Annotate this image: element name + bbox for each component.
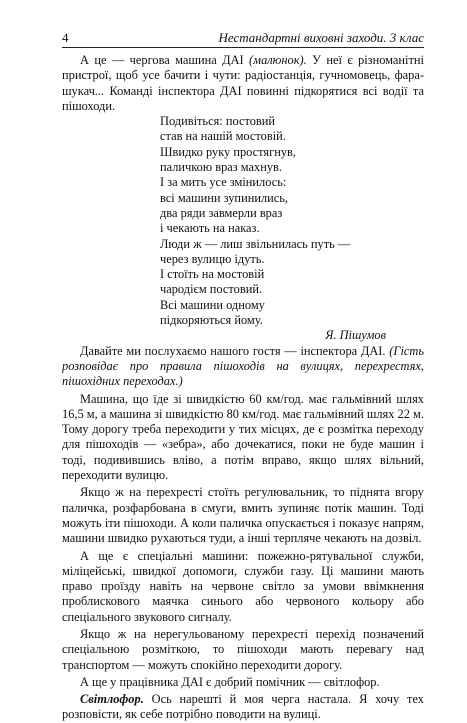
poem: [160, 114, 424, 328]
paragraph-braking: Машина, що їде зі швидкістю 60 км/год. має гальмівний шлях 16,5 м, а машина зі швидкістю 80 км/год. має гальмівний шлях 22 м. Тому дорогу треба переходити у тих місцях, де є розмітка переходу для пішоходів — «зебра», або дочекатися, поки не буде машин і тоді, подивившись вліво, а потім вправо, якщо шлях вільний, переходити вулицю.: [62, 391, 424, 483]
poem-line: два ряди завмерли враз: [160, 205, 283, 220]
page-body: [62, 53, 424, 723]
guest-note: (Гість розповідає про правила пішоходів на вулицях, перехрестях, пішохідних переходах.): [62, 343, 424, 389]
paragraph-special-vehicles: А ще є спеціальні машини: пожежно-рятувальної служби, міліцейські, швидкої допомоги, служби газу. Ці машини мають право проїзду навіть на червоне світло за умови ввімкнення проблискового маячка синього або червоного кольору або спеціального звукового сигналу.: [62, 548, 424, 624]
poem-line: і чекають на наказ.: [160, 221, 260, 236]
intro-text-before: А це — чергова машина ДАІ: [80, 53, 250, 67]
intro-paragraph: [62, 53, 424, 114]
intro-text-after: У неї є різноманітні пристрої, щоб усе бачити і чути: радіостанція, гучномовець, фара-шукач... Команді інспектора ДАІ повинні підкорятися всі водії та пішоходи.: [62, 53, 424, 113]
paragraph-unregulated-crossing: Якщо ж на нерегульованому перехресті перехід позначений спеціальною розміткою, то пішоходи мають перевагу над транспортом — можуть спокійно переходити дорогу.: [62, 626, 424, 672]
running-title: Нестандартні виховні заходи. 3 клас: [218, 30, 424, 45]
paragraph-traffic-controller: Якщо ж на перехресті стоїть регулювальник, то піднята вгору паличка, розфарбована в смуги, вмить зупиняє потік машин. Тоді можуть іти пішоходи. А коли паличка опускається і показує напрям, машини швидко рухаються туди, а інші терпляче чекають на дозвіл.: [62, 485, 424, 546]
closing-speaker: Світлофор.: [80, 692, 144, 707]
poem-line: паличкою враз махнув.: [160, 160, 282, 175]
poem-line: І за мить усе змінилось:: [160, 175, 287, 190]
poem-line: підкоряються йому.: [160, 313, 263, 328]
poem-author: Я. Пішумов: [325, 328, 386, 343]
poem-line: Люди ж — лиш звільнилась путь —: [160, 236, 351, 251]
poem-line: Всі машини одному: [160, 297, 265, 312]
poem-line: Швидко руку простягнув,: [160, 144, 296, 159]
paragraph-traffic-light-intro: А ще у працівника ДАІ є добрий помічник — світлофор.: [80, 674, 380, 689]
closing-paragraph: [62, 692, 424, 723]
page-number: 4: [62, 30, 69, 45]
guest-text: Давайте ми послухаємо нашого гостя — інспектора ДАІ.: [80, 343, 390, 358]
poem-line: всі машини зупинились,: [160, 190, 289, 205]
intro-note: (малюнок).: [249, 53, 307, 67]
poem-line: І стоїть на мостовій: [160, 267, 265, 282]
poem-line: через вулицю ідуть.: [160, 251, 265, 266]
document-page: [62, 30, 424, 723]
poem-line: Подивіться: постовий: [160, 114, 276, 129]
closing-text: Ось нарешті й моя черга настала. Я хочу тех розповісти, як себе потрібно поводити на вулиці.: [62, 692, 424, 722]
page-header: [62, 30, 424, 48]
poem-line: став на нашій мостовій.: [160, 129, 286, 144]
guest-paragraph: [62, 344, 424, 390]
poem-line: чародієм постовий.: [160, 282, 263, 297]
